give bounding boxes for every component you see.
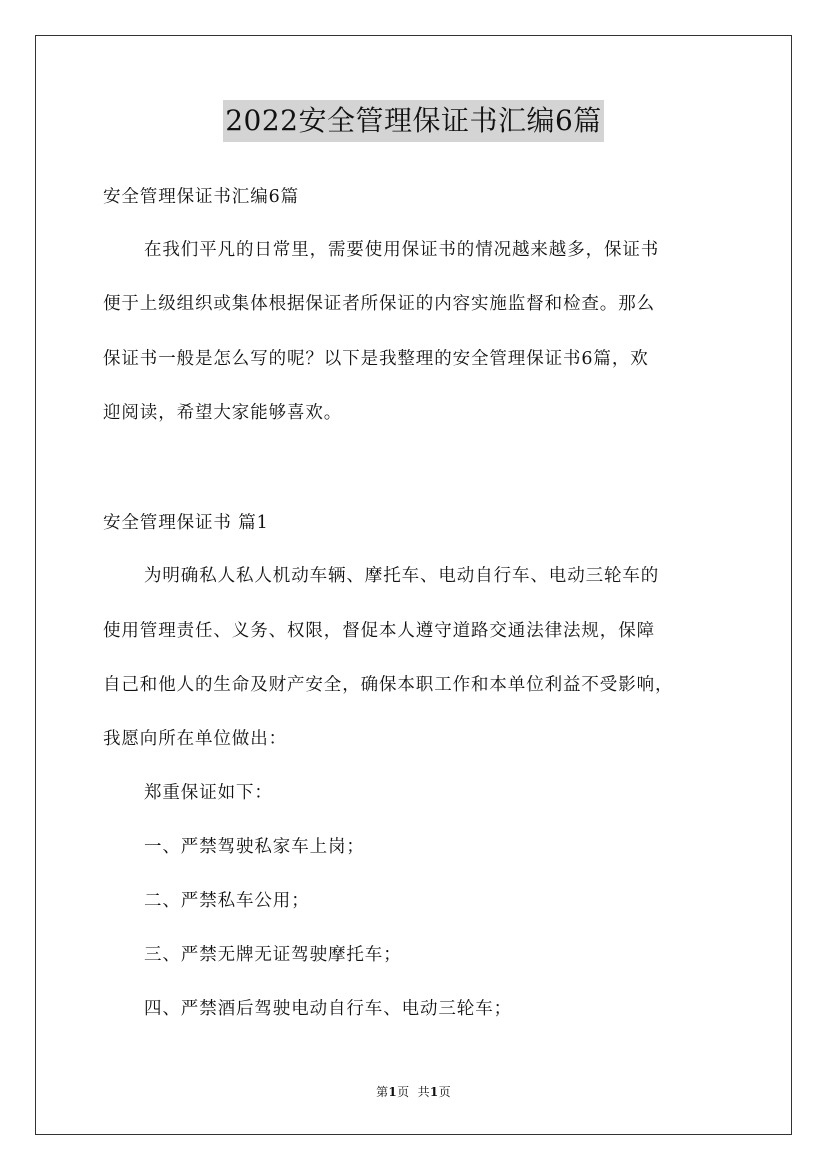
footer-page-prefix: 第 bbox=[376, 1085, 389, 1099]
body-line-2: 使用管理责任、义务、权限，督促本人遵守道路交通法律法规，保障 bbox=[103, 621, 655, 641]
intro-line-1: 在我们平凡的日常里，需要使用保证书的情况越来越多，保证书 bbox=[144, 240, 660, 260]
clause-3: 三、严禁无牌无证驾驶摩托车； bbox=[144, 945, 402, 965]
title-container bbox=[0, 100, 827, 142]
page-footer bbox=[0, 1083, 827, 1100]
intro-line-3: 保证书一般是怎么写的呢？以下是我整理的安全管理保证书6篇，欢 bbox=[103, 349, 649, 369]
body-line-1: 为明确私人私人机动车辆、摩托车、电动自行车、电动三轮车的 bbox=[144, 566, 660, 586]
footer-page-number: 1 bbox=[388, 1085, 398, 1099]
footer-total-number: 1 bbox=[429, 1085, 439, 1099]
footer-total-prefix: 共 bbox=[417, 1085, 430, 1099]
body-line-5: 郑重保证如下： bbox=[144, 783, 273, 803]
clause-2: 二、严禁私车公用； bbox=[144, 891, 310, 911]
clause-1: 一、严禁驾驶私家车上岗； bbox=[144, 837, 365, 857]
document-title: 2022安全管理保证书汇编6篇 bbox=[223, 100, 604, 142]
intro-line-4: 迎阅读，希望大家能够喜欢。 bbox=[103, 403, 343, 423]
body-line-3: 自己和他人的生命及财产安全，确保本职工作和本单位利益不受影响， bbox=[103, 675, 674, 695]
footer-page-suffix: 页 bbox=[397, 1085, 410, 1099]
document-subtitle: 安全管理保证书汇编6篇 bbox=[103, 187, 300, 207]
intro-line-2: 便于上级组织或集体根据保证者所保证的内容实施监督和检查。那么 bbox=[103, 294, 655, 314]
clause-4: 四、严禁酒后驾驶电动自行车、电动三轮车； bbox=[144, 999, 512, 1019]
footer-total-suffix: 页 bbox=[438, 1085, 451, 1099]
body-line-4: 我愿向所在单位做出： bbox=[103, 729, 287, 749]
section-heading: 安全管理保证书 篇1 bbox=[103, 513, 269, 533]
